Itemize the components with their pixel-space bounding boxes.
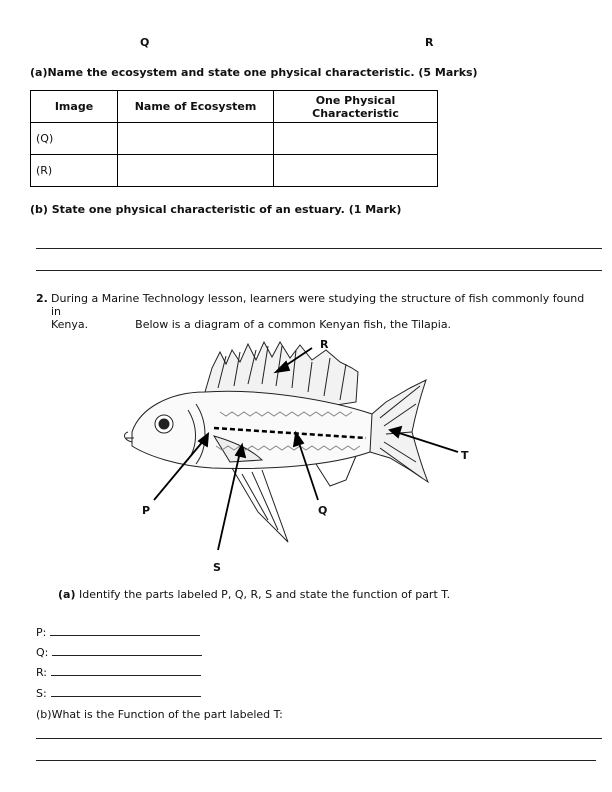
answer-blank[interactable] — [51, 665, 201, 676]
diagram-label-q: Q — [318, 504, 328, 517]
table-header-characteristic: One Physical Characteristic — [274, 91, 438, 123]
answer-row-r — [36, 665, 201, 679]
diagram-label-r: R — [320, 338, 329, 351]
answer-label: S: — [36, 687, 47, 700]
question-a-prompt: (a)Name the ecosystem and state one physical characteristic. — [30, 66, 415, 79]
answer-label: P: — [36, 626, 47, 639]
answer-label: Q: — [36, 646, 49, 659]
answer-row-p — [36, 625, 200, 639]
table-cell-image: (R) — [31, 155, 118, 187]
question-2-line2b: Below is a diagram of a common Kenyan fish, the Tilapia. — [135, 318, 452, 331]
question-b-prompt: (b) State one physical characteristic of an estuary. — [30, 203, 345, 216]
answer-label: R: — [36, 666, 48, 679]
diagram-label-s: S — [213, 561, 221, 574]
answer-line[interactable] — [36, 738, 602, 739]
question-a-marks: (5 Marks) — [418, 66, 478, 79]
answer-line[interactable] — [36, 760, 596, 761]
image-label-q: Q — [140, 36, 150, 49]
diagram-label-p: P — [142, 504, 151, 517]
question-b-marks: (1 Mark) — [348, 203, 402, 216]
table-header-image: Image — [31, 91, 118, 123]
part-b-question: (b)What is the Function of the part labeled T: — [36, 708, 283, 721]
answer-row-s — [36, 686, 201, 700]
part-a-letter: (a) — [58, 588, 76, 601]
image-label-r: R — [425, 36, 434, 49]
question-2-line2: Kenya. — [51, 318, 89, 331]
answer-blank[interactable] — [52, 645, 202, 656]
part-a-instruction — [58, 588, 450, 601]
answer-blank[interactable] — [50, 625, 200, 636]
table-header-ecosystem: Name of Ecosystem — [118, 91, 274, 123]
diagram-label-t: T — [461, 449, 469, 462]
question-2-line1: During a Marine Technology lesson, learners were studying the structure of fish commonly found in — [51, 292, 585, 318]
question-2-number: 2. — [36, 292, 48, 305]
answer-row-q — [36, 645, 202, 659]
answer-blank[interactable] — [51, 686, 201, 697]
table-cell-image: (Q) — [31, 123, 118, 155]
part-a-text: Identify the parts labeled P, Q, R, S and state the function of part T. — [75, 588, 451, 601]
